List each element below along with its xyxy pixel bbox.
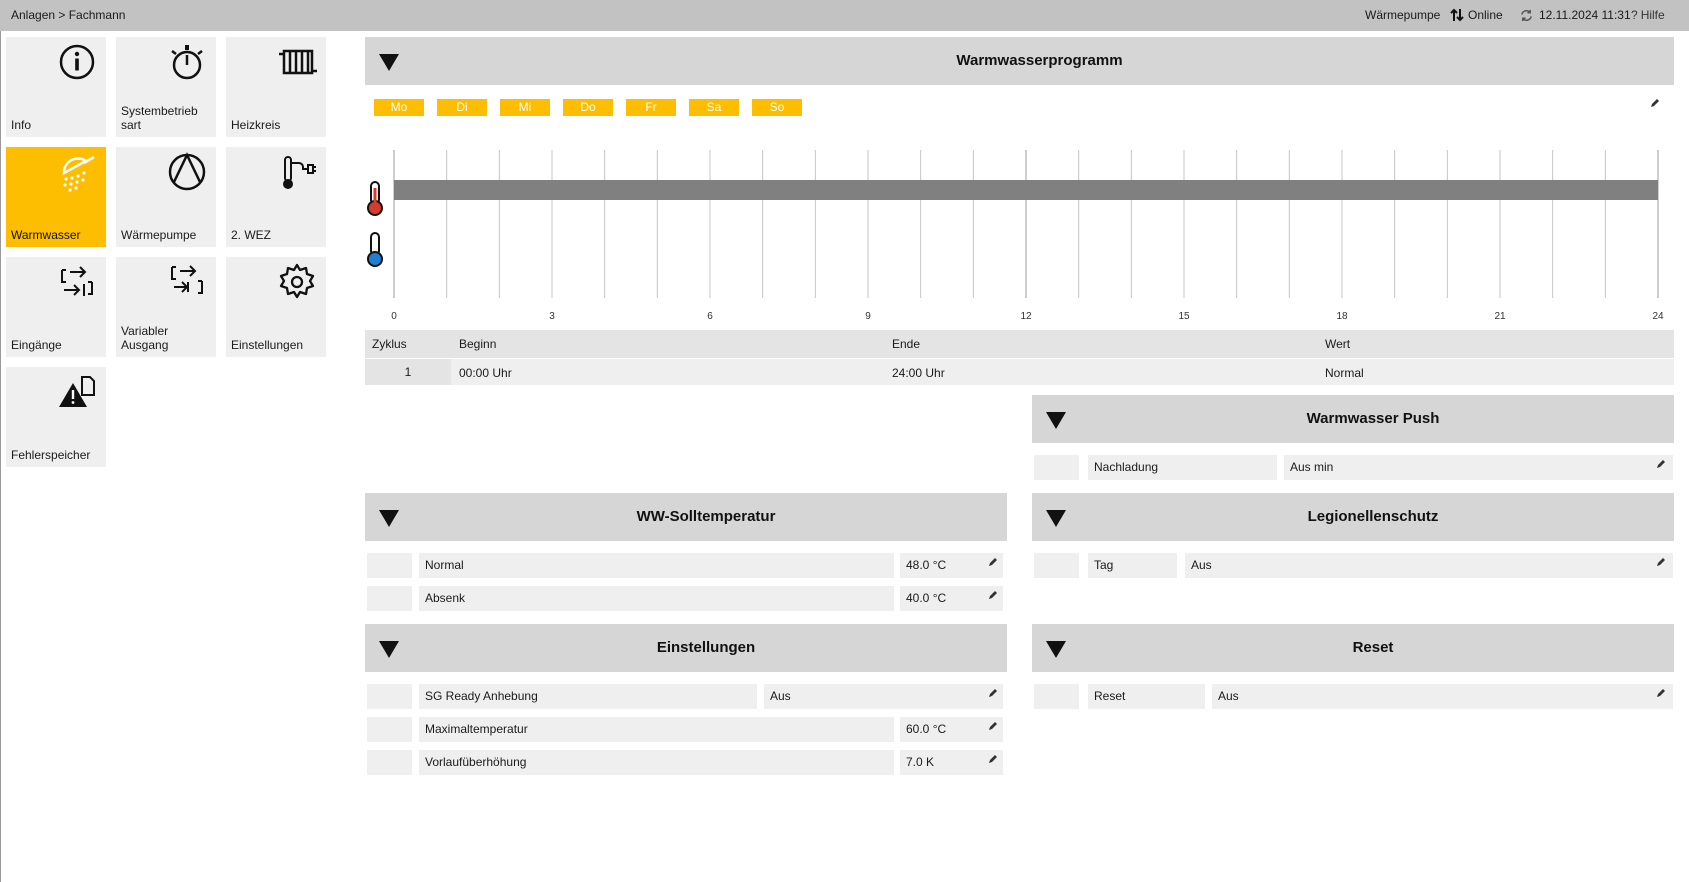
tile-label: Einstellungen <box>231 338 304 352</box>
param-label: SG Ready Anhebung <box>419 684 757 709</box>
cycle-table-header <box>365 330 1674 358</box>
question-icon: ? <box>1631 8 1638 22</box>
section-warmwasser-push[interactable] <box>1032 395 1674 443</box>
section-ww-solltemperatur[interactable] <box>365 493 1007 541</box>
x-tick-label: 9 <box>865 311 871 322</box>
tile-label: 2. WEZ <box>231 228 272 242</box>
tile-label: Fehlerspeicher <box>11 448 91 462</box>
param-value[interactable]: 40.0 °C <box>900 586 1003 611</box>
row-spacer <box>1034 455 1079 480</box>
cell-beginn: 00:00 Uhr <box>459 366 512 380</box>
chart-bars <box>394 180 1658 200</box>
collapse-triangle-icon[interactable] <box>1046 641 1066 658</box>
edit-pencil-icon[interactable] <box>987 556 999 568</box>
tile-label: Variabler Ausgang <box>121 324 169 352</box>
param-label: Nachladung <box>1088 455 1277 480</box>
param-value[interactable]: 60.0 °C <box>900 717 1003 742</box>
row-spacer <box>367 717 412 742</box>
day-di[interactable]: Di <box>437 99 487 116</box>
x-tick-label: 21 <box>1494 311 1506 322</box>
chart-ticks <box>391 311 1664 322</box>
edit-pencil-icon[interactable] <box>1655 556 1667 568</box>
edit-pencil-icon[interactable] <box>987 720 999 732</box>
section-reset[interactable] <box>1032 624 1674 672</box>
breadcrumb[interactable]: Anlagen > Fachmann <box>11 8 126 22</box>
day-mo[interactable]: Mo <box>374 99 424 116</box>
tile-label: Wärmepumpe <box>121 228 197 242</box>
day-mi[interactable]: Mi <box>500 99 550 116</box>
row-spacer <box>367 684 412 709</box>
status-label: Online <box>1468 8 1503 22</box>
param-value[interactable]: Aus <box>1212 684 1673 709</box>
collapse-triangle-icon[interactable] <box>379 510 399 527</box>
schedule-chart[interactable] <box>0 0 1689 330</box>
row-spacer <box>367 586 412 611</box>
section-legionellenschutz[interactable] <box>1032 493 1674 541</box>
header-wert: Wert <box>1325 337 1351 351</box>
tile-fehlerspeicher[interactable] <box>6 367 106 467</box>
warm-thermometer-icon <box>368 182 382 215</box>
section-title: Einstellungen <box>656 639 756 656</box>
edit-pencil-icon[interactable] <box>1655 687 1667 699</box>
param-value[interactable]: 7.0 K <box>900 750 1003 775</box>
edit-pencil-icon[interactable] <box>987 687 999 699</box>
edit-pencil-icon[interactable] <box>987 589 999 601</box>
param-label: Normal <box>419 553 894 578</box>
cold-thermometer-icon <box>368 233 382 266</box>
param-label: Absenk <box>419 586 894 611</box>
header-zyklus: Zyklus <box>372 337 407 351</box>
edit-pencil-icon[interactable] <box>987 753 999 765</box>
section-title: Warmwasserprogramm <box>956 52 1123 69</box>
param-value[interactable]: Aus <box>1185 553 1673 578</box>
header-ende: Ende <box>892 337 921 351</box>
section-title: Reset <box>1352 639 1394 656</box>
param-label: Reset <box>1088 684 1205 709</box>
param-label: Tag <box>1088 553 1177 578</box>
help-label: Hilfe <box>1640 8 1665 22</box>
param-label: Vorlaufüberhöhung <box>419 750 894 775</box>
datetime-label: 12.11.2024 11:31 <box>1539 8 1631 22</box>
x-tick-label: 15 <box>1178 311 1190 322</box>
chart-grid <box>394 150 1658 298</box>
cell-wert: Normal <box>1325 366 1364 380</box>
param-value[interactable]: Aus min <box>1284 455 1673 480</box>
row-spacer <box>1034 684 1079 709</box>
x-tick-label: 18 <box>1336 311 1348 322</box>
day-sa[interactable]: Sa <box>689 99 739 116</box>
x-tick-label: 0 <box>391 311 397 322</box>
x-tick-label: 24 <box>1652 311 1664 322</box>
collapse-triangle-icon[interactable] <box>379 641 399 658</box>
day-fr[interactable]: Fr <box>626 99 676 116</box>
x-tick-label: 3 <box>549 311 555 322</box>
cell-zyklus: 1 <box>365 359 451 385</box>
section-title: Warmwasser Push <box>1306 410 1440 427</box>
param-value[interactable]: Aus <box>764 684 1003 709</box>
param-label: Maximaltemperatur <box>419 717 894 742</box>
row-spacer <box>367 750 412 775</box>
x-tick-label: 12 <box>1020 311 1032 322</box>
param-value[interactable]: 48.0 °C <box>900 553 1003 578</box>
day-so[interactable]: So <box>752 99 802 116</box>
section-title: WW-Solltemperatur <box>636 508 776 525</box>
tile-label: Warmwasser <box>11 228 81 242</box>
schedule-bar[interactable] <box>394 180 1658 200</box>
row-spacer <box>1034 553 1079 578</box>
tile-label: Heizkreis <box>231 118 281 132</box>
collapse-triangle-icon[interactable] <box>1046 510 1066 527</box>
x-tick-label: 6 <box>707 311 713 322</box>
tile-label: Eingänge <box>11 338 62 352</box>
tile-label: Systembetrieb sart <box>121 104 198 132</box>
tile-label: Info <box>11 118 32 132</box>
day-do[interactable]: Do <box>563 99 613 116</box>
warning-log-icon <box>56 371 98 413</box>
cell-ende: 24:00 Uhr <box>892 366 945 380</box>
device-name: Wärmepumpe <box>1365 8 1441 22</box>
collapse-triangle-icon[interactable] <box>1046 412 1066 429</box>
section-title: Legionellenschutz <box>1307 508 1439 525</box>
header-beginn: Beginn <box>459 337 497 351</box>
row-spacer <box>367 553 412 578</box>
table-row[interactable] <box>365 359 1674 385</box>
section-einstellungen[interactable] <box>365 624 1007 672</box>
edit-pencil-icon[interactable] <box>1655 458 1667 470</box>
